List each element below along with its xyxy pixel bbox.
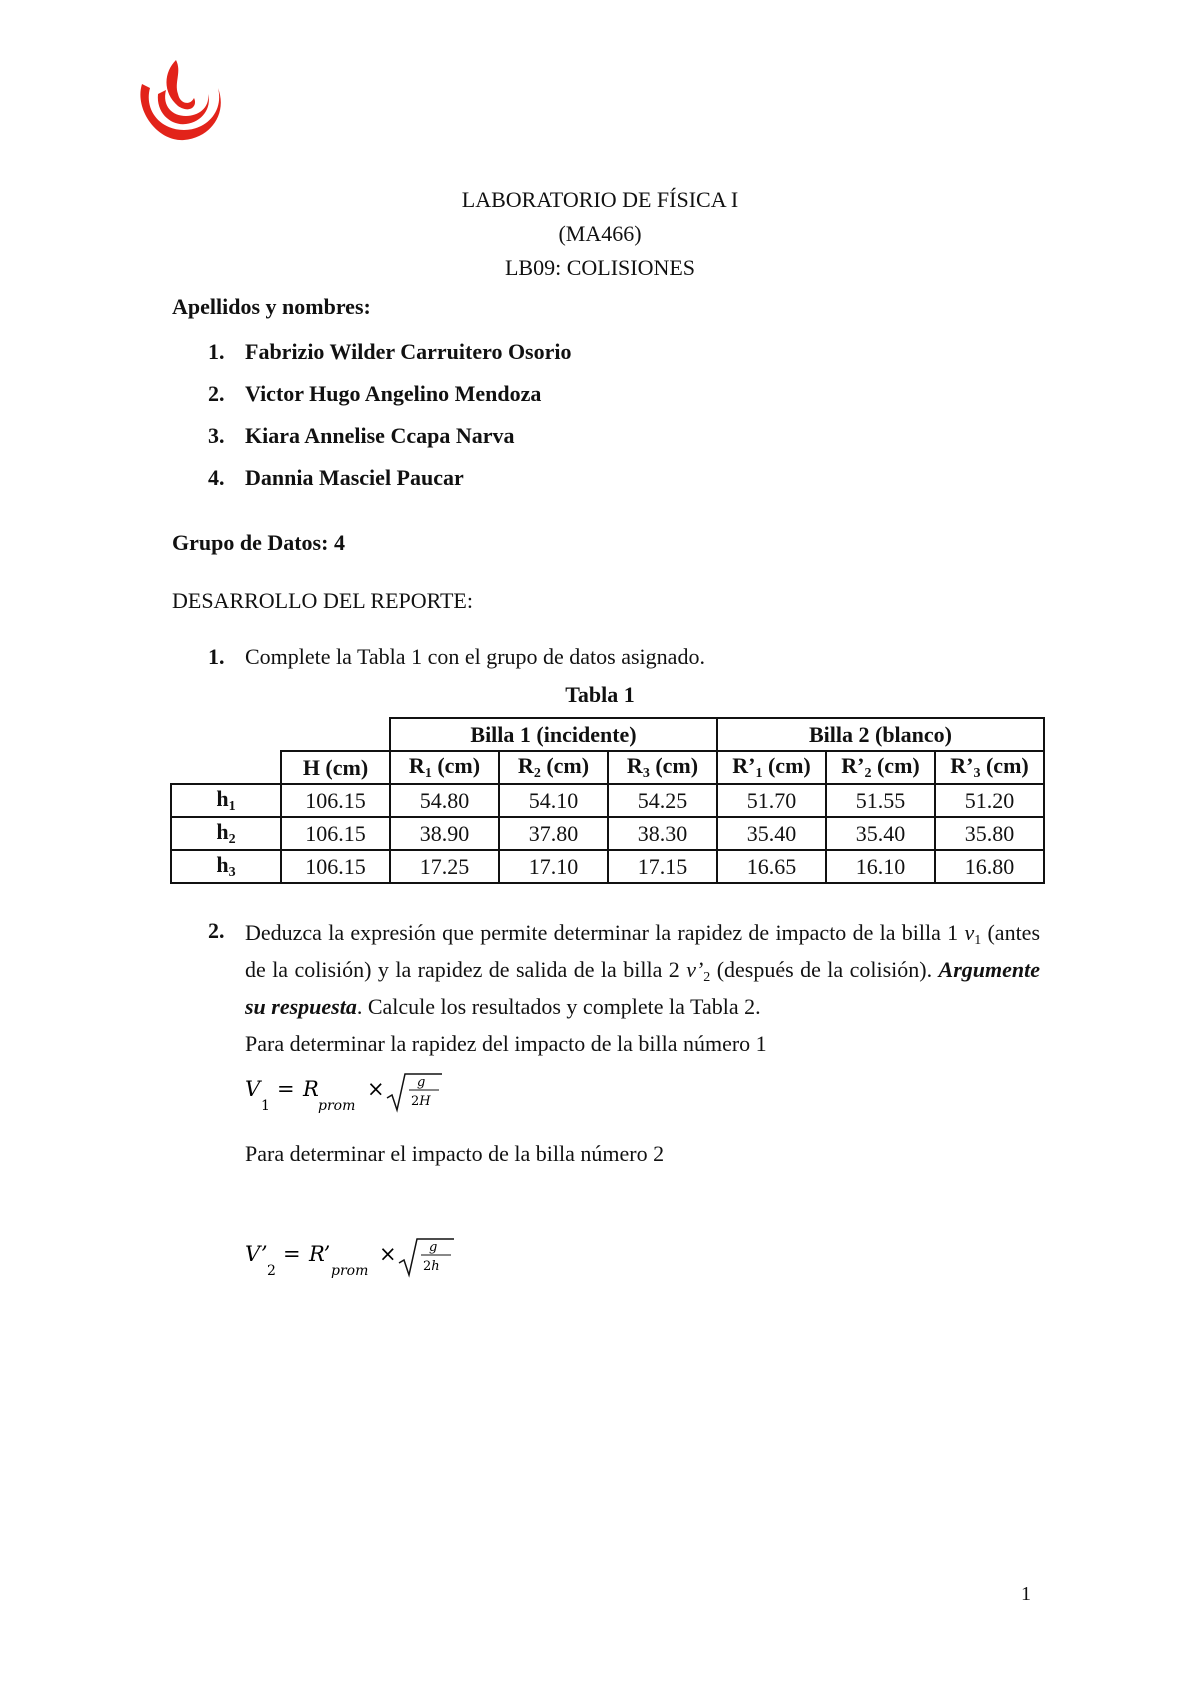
table-cell: 17.25 (390, 850, 499, 883)
group-header-billa-1: Billa 1 (incidente) (390, 718, 717, 751)
member-name: Dannia Masciel Paucar (245, 465, 464, 490)
question-number: 1. (208, 644, 225, 669)
question-2 (208, 918, 1040, 1021)
list-number: 1. (208, 339, 225, 364)
member-name: Fabrizio Wilder Carruitero Osorio (245, 339, 572, 364)
svg-text:R’: R’ (309, 1242, 331, 1266)
svg-text:V: V (245, 1077, 261, 1101)
empty-cell (171, 718, 281, 751)
page-number: 1 (1021, 1583, 1031, 1605)
table-cell: 35.40 (826, 817, 935, 850)
data-table (170, 717, 1045, 884)
svg-text:2: 2 (267, 1263, 276, 1279)
list-number: 3. (208, 423, 225, 448)
svg-text:2H: 2H (411, 1094, 431, 1109)
svg-text:g: g (429, 1240, 438, 1255)
table-cell: 54.10 (499, 784, 608, 817)
table-cell: 16.65 (717, 850, 826, 883)
svg-text:V’: V’ (245, 1242, 268, 1266)
row-label: $h_1$ (171, 784, 281, 817)
question-number: 2. (208, 918, 225, 943)
svg-text:×: × (367, 1077, 385, 1101)
apellidos-label: Apellidos y nombres: (172, 294, 371, 319)
table-group-header-row (171, 718, 1044, 751)
column-header-r2: $R_2$ (cm) (499, 751, 608, 784)
table-cell: 51.70 (717, 784, 826, 817)
column-header-r1: $R_1$ (cm) (390, 751, 499, 784)
table-cell: 106.15 (281, 784, 390, 817)
member-name: Kiara Annelise Ccapa Narva (245, 423, 515, 448)
grupo-datos-label: Grupo de Datos: 4 (172, 530, 345, 555)
list-number: 4. (208, 465, 225, 490)
svg-text:R: R (303, 1077, 319, 1101)
table-cell: 38.30 (608, 817, 717, 850)
formula-v1 (245, 1068, 465, 1120)
table-row (171, 850, 1044, 883)
svg-text:=: = (283, 1242, 301, 1266)
table-cell: 16.80 (935, 850, 1044, 883)
list-number: 2. (208, 381, 225, 406)
column-header-r3: $R_3$ (cm) (608, 751, 717, 784)
svg-text:g: g (417, 1075, 426, 1090)
desarrollo-heading: DESARROLLO DEL REPORTE: (172, 588, 473, 613)
table-cell: 35.80 (935, 817, 1044, 850)
table-cell: 16.10 (826, 850, 935, 883)
paragraph-billa-2: Para determinar el impacto de la billa número 2 (245, 1141, 665, 1166)
question-1 (208, 644, 705, 670)
group-header-billa-2: Billa 2 (blanco) (717, 718, 1044, 751)
list-item (208, 373, 572, 415)
column-header-r3-prime: $R’_3$ (cm) (935, 751, 1044, 784)
svg-text:=: = (277, 1077, 295, 1101)
row-label: $h_2$ (171, 817, 281, 850)
question-text: Complete la Tabla 1 con el grupo de datos asignado. (245, 644, 705, 669)
svg-text:×: × (379, 1242, 397, 1266)
row-label: $h_3$ (171, 850, 281, 883)
table-cell: 37.80 (499, 817, 608, 850)
table-row (171, 784, 1044, 817)
university-logo-icon (132, 54, 228, 144)
svg-text:prom: prom (318, 1098, 356, 1114)
table-cell: 35.40 (717, 817, 826, 850)
members-list (208, 331, 572, 499)
title-line-2: (MA466) (558, 221, 642, 246)
paragraph-billa-1: Para determinar la rapidez del impacto de la billa número 1 (245, 1031, 767, 1056)
title-line-1: LABORATORIO DE FÍSICA I (461, 187, 739, 212)
question-text: Deduzca la expresión que permite determinar la rapidez de impacto de la billa 1 $v_1$ (antes de la colisión) y la rapidez de salida de la billa 2 $v’_2$ (después de la colisión). Argumente su respuesta. Calcule los resultados y complete la Tabla 2. (245, 920, 1041, 1019)
list-item (208, 331, 572, 373)
list-item (208, 457, 572, 499)
table-cell: 51.20 (935, 784, 1044, 817)
table-cell: 17.15 (608, 850, 717, 883)
title-line-3: LB09: COLISIONES (504, 255, 696, 280)
svg-text:1: 1 (261, 1098, 270, 1114)
formula-v2 (245, 1233, 475, 1285)
table-cell: 54.80 (390, 784, 499, 817)
table-cell: 54.25 (608, 784, 717, 817)
table-header-row (171, 751, 1044, 784)
table-cell: 51.55 (826, 784, 935, 817)
column-header-r1-prime: $R’_1$ (cm) (717, 751, 826, 784)
svg-text:2h: 2h (423, 1259, 440, 1274)
table-cell: 106.15 (281, 817, 390, 850)
table-row (171, 817, 1044, 850)
member-name: Victor Hugo Angelino Mendoza (245, 381, 542, 406)
empty-cell (281, 718, 390, 751)
column-header-r2-prime: $R’_2$ (cm) (826, 751, 935, 784)
svg-text:prom: prom (331, 1263, 369, 1279)
table-cell: 106.15 (281, 850, 390, 883)
column-header-h: H (cm) (281, 751, 390, 784)
table-title: Tabla 1 (565, 682, 635, 707)
table-cell: 38.90 (390, 817, 499, 850)
table-cell: 17.10 (499, 850, 608, 883)
list-item (208, 415, 572, 457)
title-block (0, 183, 1200, 285)
empty-cell (171, 751, 281, 784)
